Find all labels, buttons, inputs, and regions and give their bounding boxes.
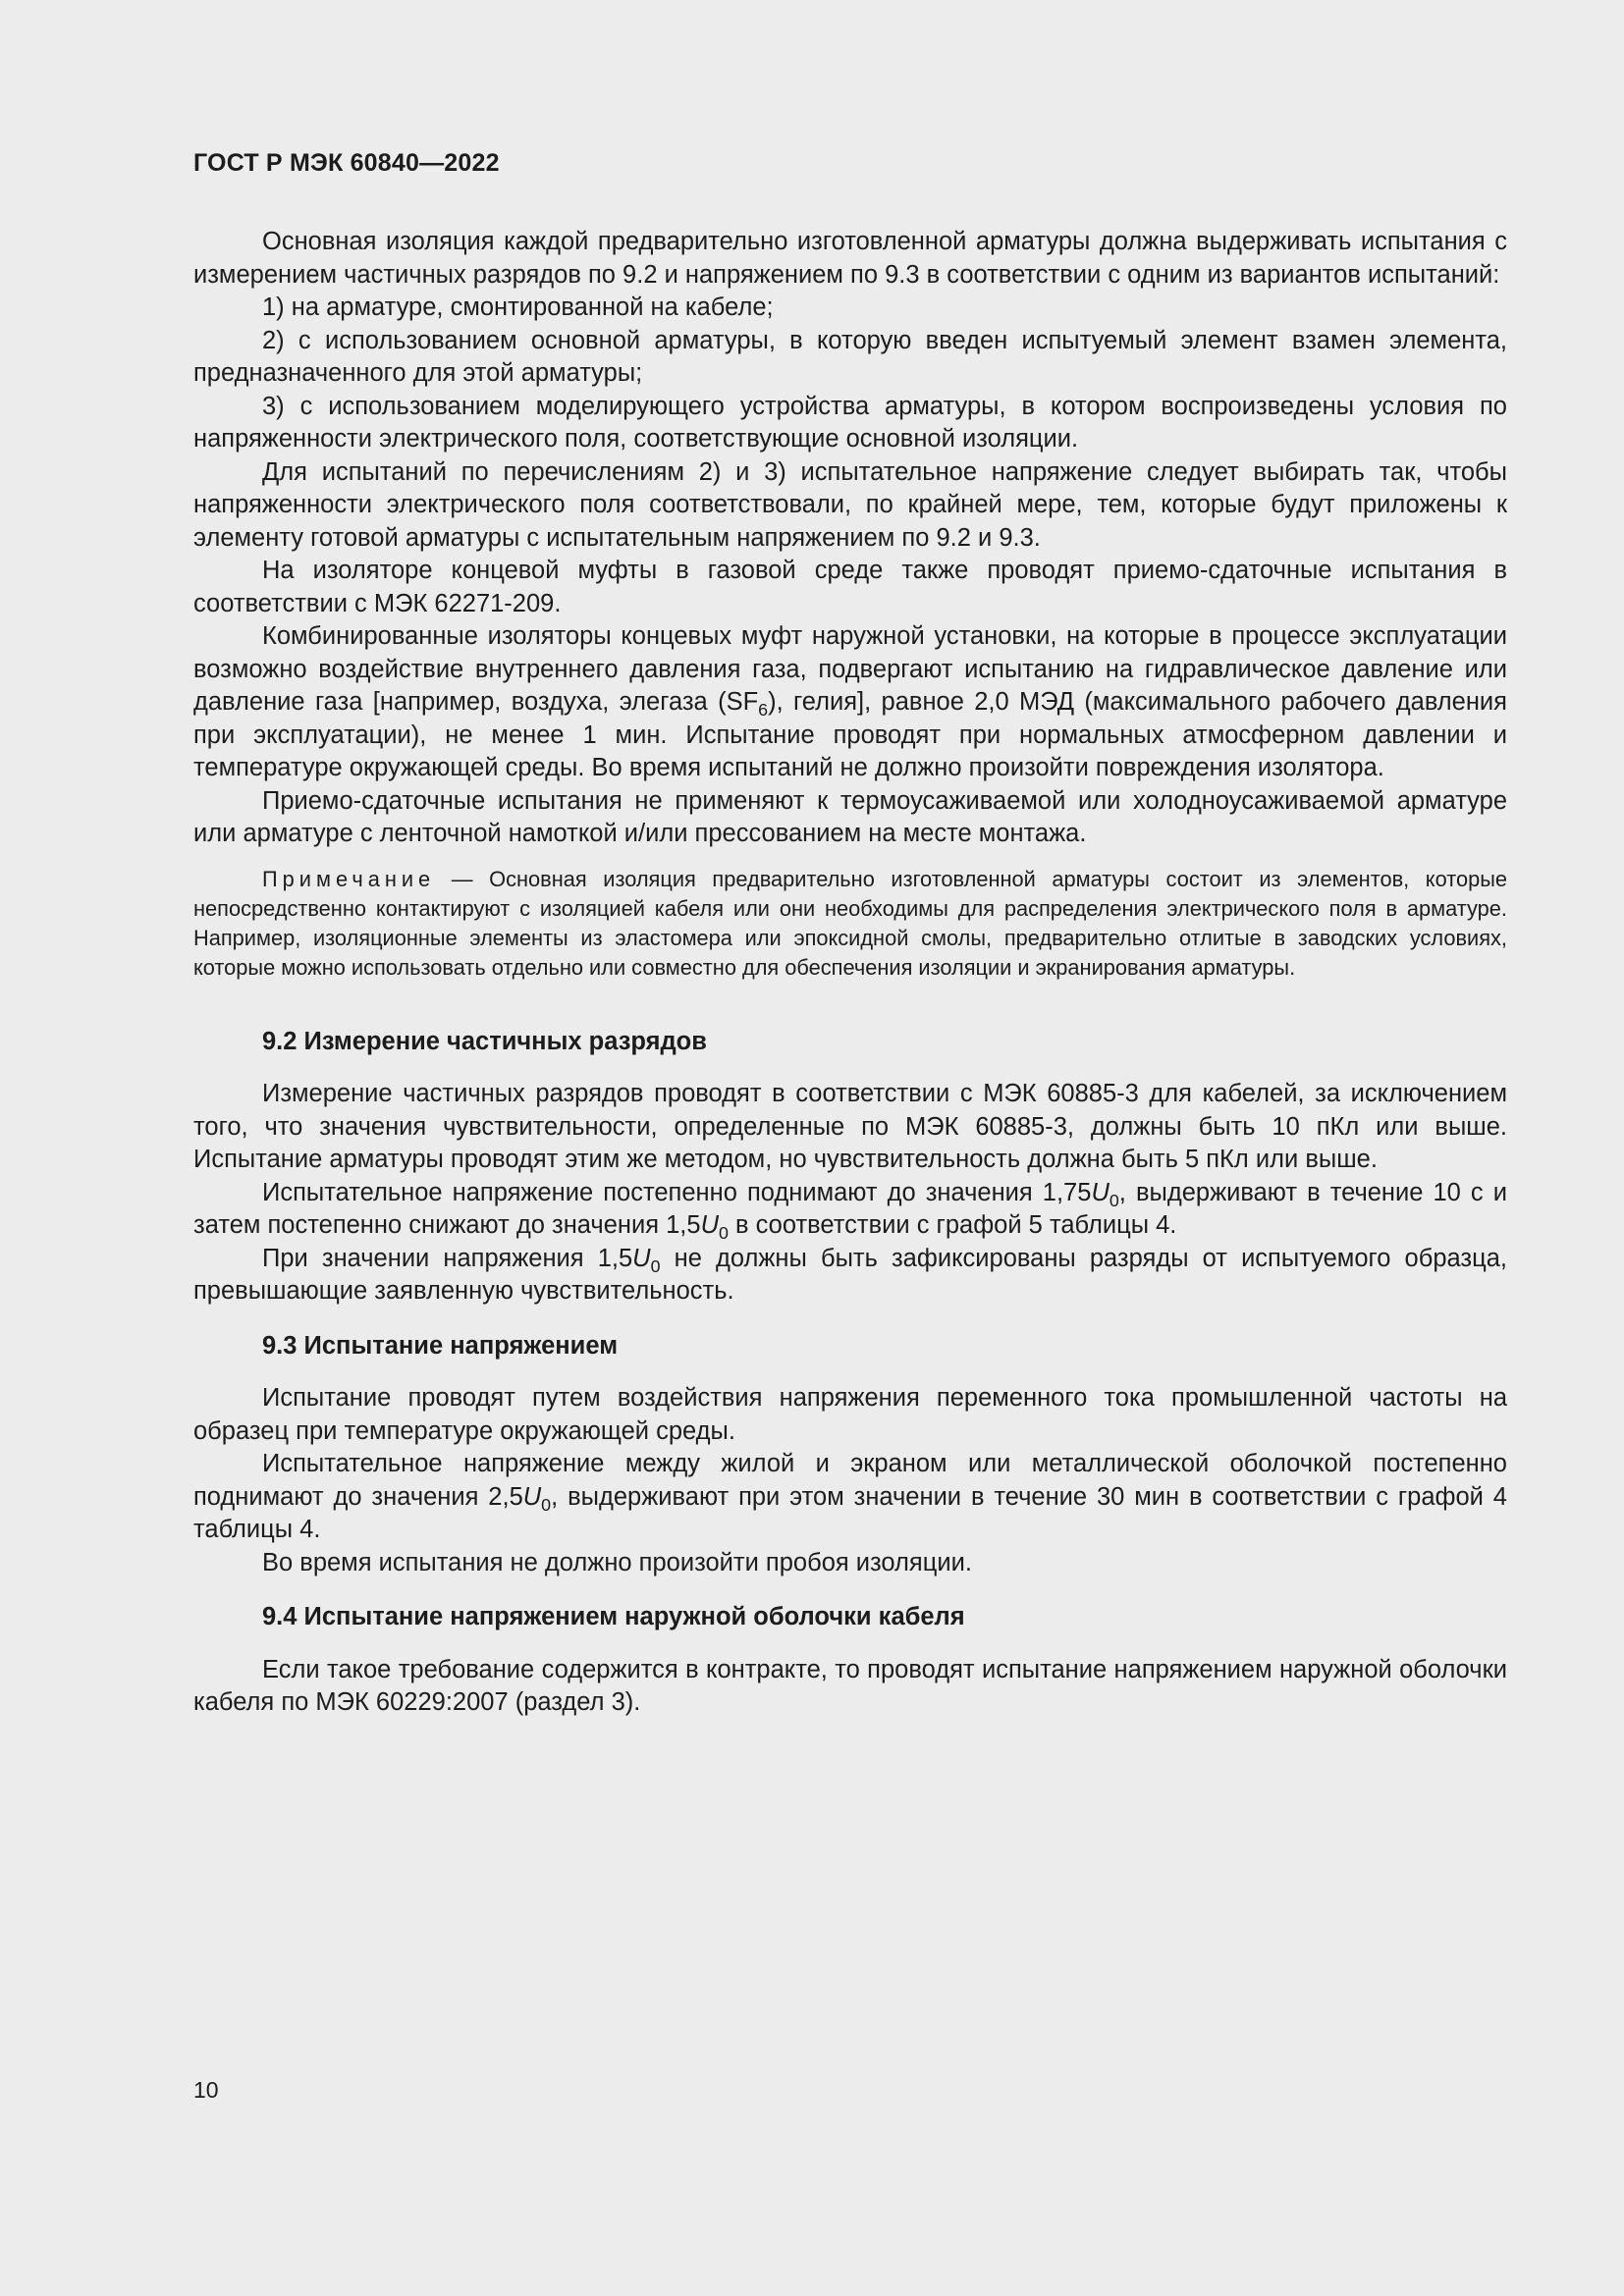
text-run: , выдерживают при этом значении в течение 30 мин в соответствии с графой 4 таблицы 4.: [193, 1482, 1507, 1543]
paragraph: Основная изоляция каждой предварительно изготовленной арматуры должна выдерживать испытания с измерением частичных разрядов по 9.2 и напряжением по 9.3 в соответствии с одним из вариантов испытаний:: [193, 228, 1507, 289]
note-text: — Основная изоляция предварительно изготовленной арматуры состоит из элементов, которые непосредственно контактируют с изоляцией кабеля или они необходимы для распределения электрического поля в арматуре. Например, изоляционные элементы из эластомера или эпоксидной смолы, предварительно отлитые в заводских условиях, которые можно использовать отдельно или совместно для обеспечения изоляции и экранирования арматуры.: [193, 866, 1507, 980]
note: [193, 865, 1507, 983]
symbol-u: U: [700, 1211, 719, 1239]
page-body: [193, 226, 1507, 1720]
text-run: Испытательное напряжение постепенно поднимают до значения 1,75: [262, 1178, 1092, 1206]
subscript: 0: [541, 1494, 552, 1515]
paragraph: Для испытаний по перечислениям 2) и 3) испытательное напряжение следует выбирать так, чтобы напряженности электрического поля соответствовали, по крайней мере, тем, которые будут приложены к элементу готовой арматуры с испытательным напряжением по 9.2 и 9.3.: [193, 457, 1507, 552]
section-heading-9-3: 9.3 Испытание напряжением: [262, 1331, 619, 1360]
text-run: Испытательное напряжение между жилой и экраном или металлической оболочкой постепенно поднимают до значения 2,5: [193, 1450, 1507, 1511]
paragraph: На изоляторе концевой муфты в газовой среде также проводят приемо-сдаточные испытания в соответствии с МЭК 62271-209.: [193, 557, 1507, 617]
paragraph: Если такое требование содержится в контракте, то проводят испытание напряжением наружной оболочки кабеля по МЭК 60229:2007 (раздел 3).: [193, 1655, 1507, 1716]
subscript: 0: [650, 1255, 661, 1276]
symbol-u: U: [1091, 1178, 1110, 1206]
text-run: в соответствии с графой 5 таблицы 4.: [728, 1211, 1177, 1239]
subscript: 6: [758, 700, 769, 720]
subscript: 0: [1109, 1190, 1119, 1210]
paragraph: [193, 1177, 1507, 1243]
list-item: 1) на арматуре, смонтированной на кабеле;: [262, 294, 774, 321]
note-label: Примечание: [262, 866, 436, 891]
text-run: ), гелия], равное 2,0 МЭД (максимального рабочего давления при эксплуатации), не менее 1 мин. Испытание проводят при нормальных атмосферном давлении и температуре окружающей среды. Во время испытаний не должно произойти повреждения изолятора.: [193, 688, 1507, 781]
subscript: 0: [718, 1223, 729, 1243]
text-run: не должны быть зафиксированы разряды от испытуемого образца, превышающие заявленную чувствительность.: [193, 1244, 1507, 1305]
paragraph: Во время испытания не должно произойти пробоя изоляции.: [262, 1548, 972, 1576]
text-run: При значении напряжения 1,5: [262, 1244, 633, 1272]
symbol-u: U: [632, 1244, 651, 1272]
list-item: 2) с использованием основной арматуры, в которую введен испытуемый элемент взамен элемента, предназначенного для этой арматуры;: [193, 326, 1507, 387]
section-heading-9-2: 9.2 Измерение частичных разрядов: [262, 1027, 707, 1055]
text-run: Комбинированные изоляторы концевых муфт наружной установки, на которые в процессе эксплуатации возможно воздействие внутреннего давления газа, подвергают испытанию на гидравлическое давление или давление газа [например, воздуха, элегаза (SF: [193, 622, 1507, 716]
text-run: , выдерживают в течение 10 с и затем постепенно снижают до значения 1,5: [193, 1178, 1507, 1239]
list-item: 3) с использованием моделирующего устройства арматуры, в котором воспроизведены условия по напряженности электрического поля, соответствующие основной изоляции.: [193, 392, 1507, 453]
paragraph: Испытание проводят путем воздействия напряжения переменного тока промышленной частоты на образец при температуре окружающей среды.: [193, 1384, 1507, 1445]
paragraph: [193, 620, 1507, 785]
paragraph: [193, 1448, 1507, 1547]
paragraph: Приемо-сдаточные испытания не применяют к термоусаживаемой или холодноусаживаемой арматуре или арматуре с ленточной намоткой и/или прессованием на месте монтажа.: [193, 786, 1507, 847]
paragraph: Измерение частичных разрядов проводят в соответствии с МЭК 60885-3 для кабелей, за исключением того, что значения чувствительности, определенные по МЭК 60885-3, должны быть 10 пКл или выше. Испытание арматуры проводят этим же методом, но чувствительность должна быть 5 пКл или выше.: [193, 1080, 1507, 1173]
paragraph: [193, 1243, 1507, 1308]
page-number: 10: [193, 2077, 219, 2103]
symbol-u: U: [522, 1482, 542, 1511]
section-heading-9-4: 9.4 Испытание напряжением наружной оболочки кабеля: [262, 1603, 965, 1630]
document-code-header: ГОСТ Р МЭК 60840—2022: [193, 149, 500, 177]
